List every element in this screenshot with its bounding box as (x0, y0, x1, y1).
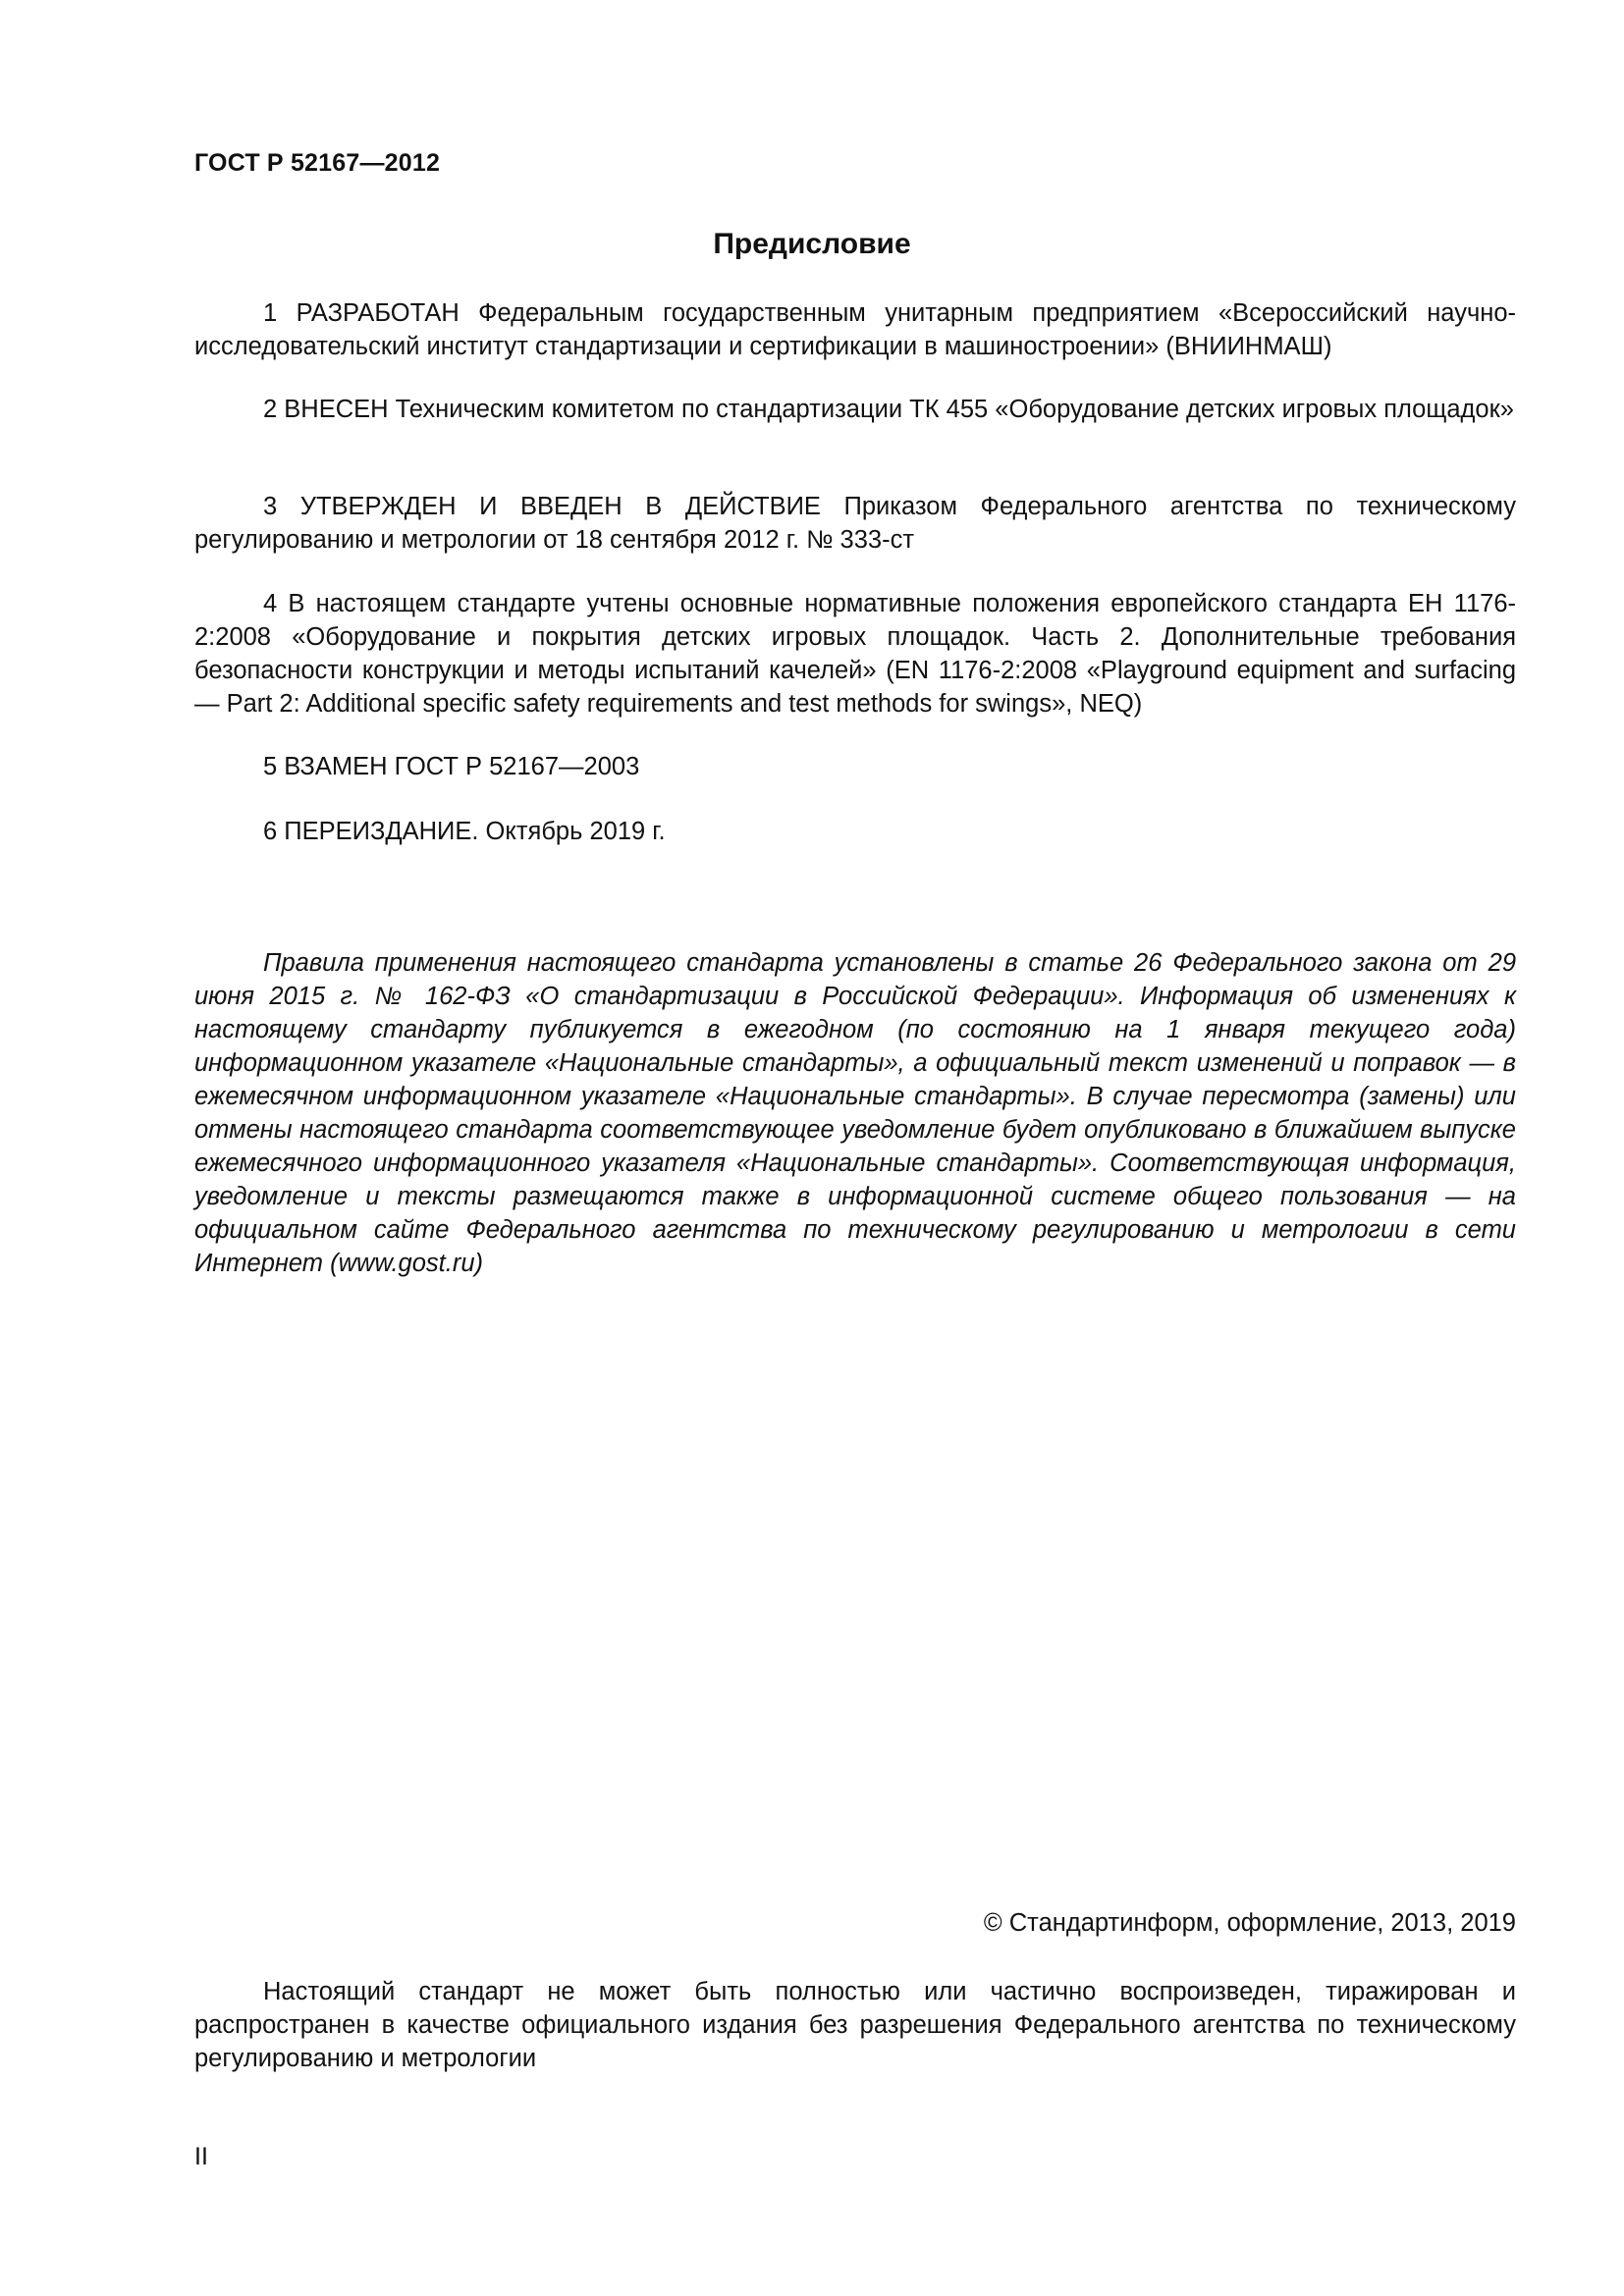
page-title: Предисловие (713, 228, 911, 260)
foreword-item-3 (194, 490, 1516, 557)
foreword-item-1-text: 1 РАЗРАБОТАН Федеральным государственным унитарным предприятием «Всероссийский научно-исследовательский институт стандартизации и сертификации в машиностроении» (ВНИИНМАШ) (194, 299, 1516, 360)
foreword-item-6 (194, 815, 1516, 848)
document-id: ГОСТ Р 52167—2012 (194, 149, 441, 177)
reproduction-notice-text: Настоящий стандарт не может быть полностью или частично воспроизведен, тиражирован и распространен в качестве официального издания без разрешения Федерального агентства по техническому регулированию и метрологии (194, 1978, 1516, 2072)
rules-notice (194, 946, 1516, 1280)
foreword-item-3-text: 3 УТВЕРЖДЕН И ВВЕДЕН В ДЕЙСТВИЕ Приказом Федерального агентства по техническому регулированию и метрологии от 18 сентября 2012 г. № 333-ст (194, 493, 1516, 554)
foreword-item-2-text: 2 ВНЕСЕН Техническим комитетом по стандартизации ТК 455 «Оборудование детских игровых площадок» (263, 396, 1514, 423)
reproduction-notice (194, 1975, 1516, 2075)
rules-notice-text: Правила применения настоящего стандарта установлены в статье 26 Федерального закона от 29 июня 2015 г. № 162-ФЗ «О стандартизации в Российской Федерации». Информация об изменениях к настоящему стандарту публикуется в ежегодном (по состоянию на 1 января текущего года) информационном указателе «Национальные стандарты», а официальный текст изменений и поправок — в ежемесячном информационном указателе «Национальные стандарты». В случае пересмотра (замены) или отмены настоящего стандарта соответствующее уведомление будет опубликовано в ближайшем выпуске ежемесячного информационного указателя «Национальные стандарты». Соответствующая информация, уведомление и тексты размещаются также в информационной системе общего пользования — на официальном сайте Федерального агентства по техническому регулированию и метрологии в сети Интернет (www.gost.ru) (194, 949, 1516, 1277)
foreword-item-2 (194, 393, 1516, 426)
foreword-item-6-text: 6 ПЕРЕИЗДАНИЕ. Октябрь 2019 г. (263, 818, 666, 845)
foreword-item-5-text: 5 ВЗАМЕН ГОСТ Р 52167—2003 (263, 753, 640, 780)
foreword-item-5 (194, 750, 1516, 783)
foreword-item-1 (194, 296, 1516, 363)
copyright-line: © Стандартинформ, оформление, 2013, 2019 (983, 1909, 1516, 1937)
foreword-item-4 (194, 587, 1516, 721)
foreword-item-4-text: 4 В настоящем стандарте учтены основные нормативные положения европейского стандарта ЕН 1176-2:2008 «Оборудование и покрытия детских игровых площадок. Часть 2. Дополнительные требования безопасности конструкции и методы испытаний качелей» (EN 1176-2:2008 «Playground equipment and surfacing — Part 2: Additional specific safety requirements and test methods for swings», NEQ) (194, 590, 1516, 718)
page-number: II (194, 2143, 208, 2170)
